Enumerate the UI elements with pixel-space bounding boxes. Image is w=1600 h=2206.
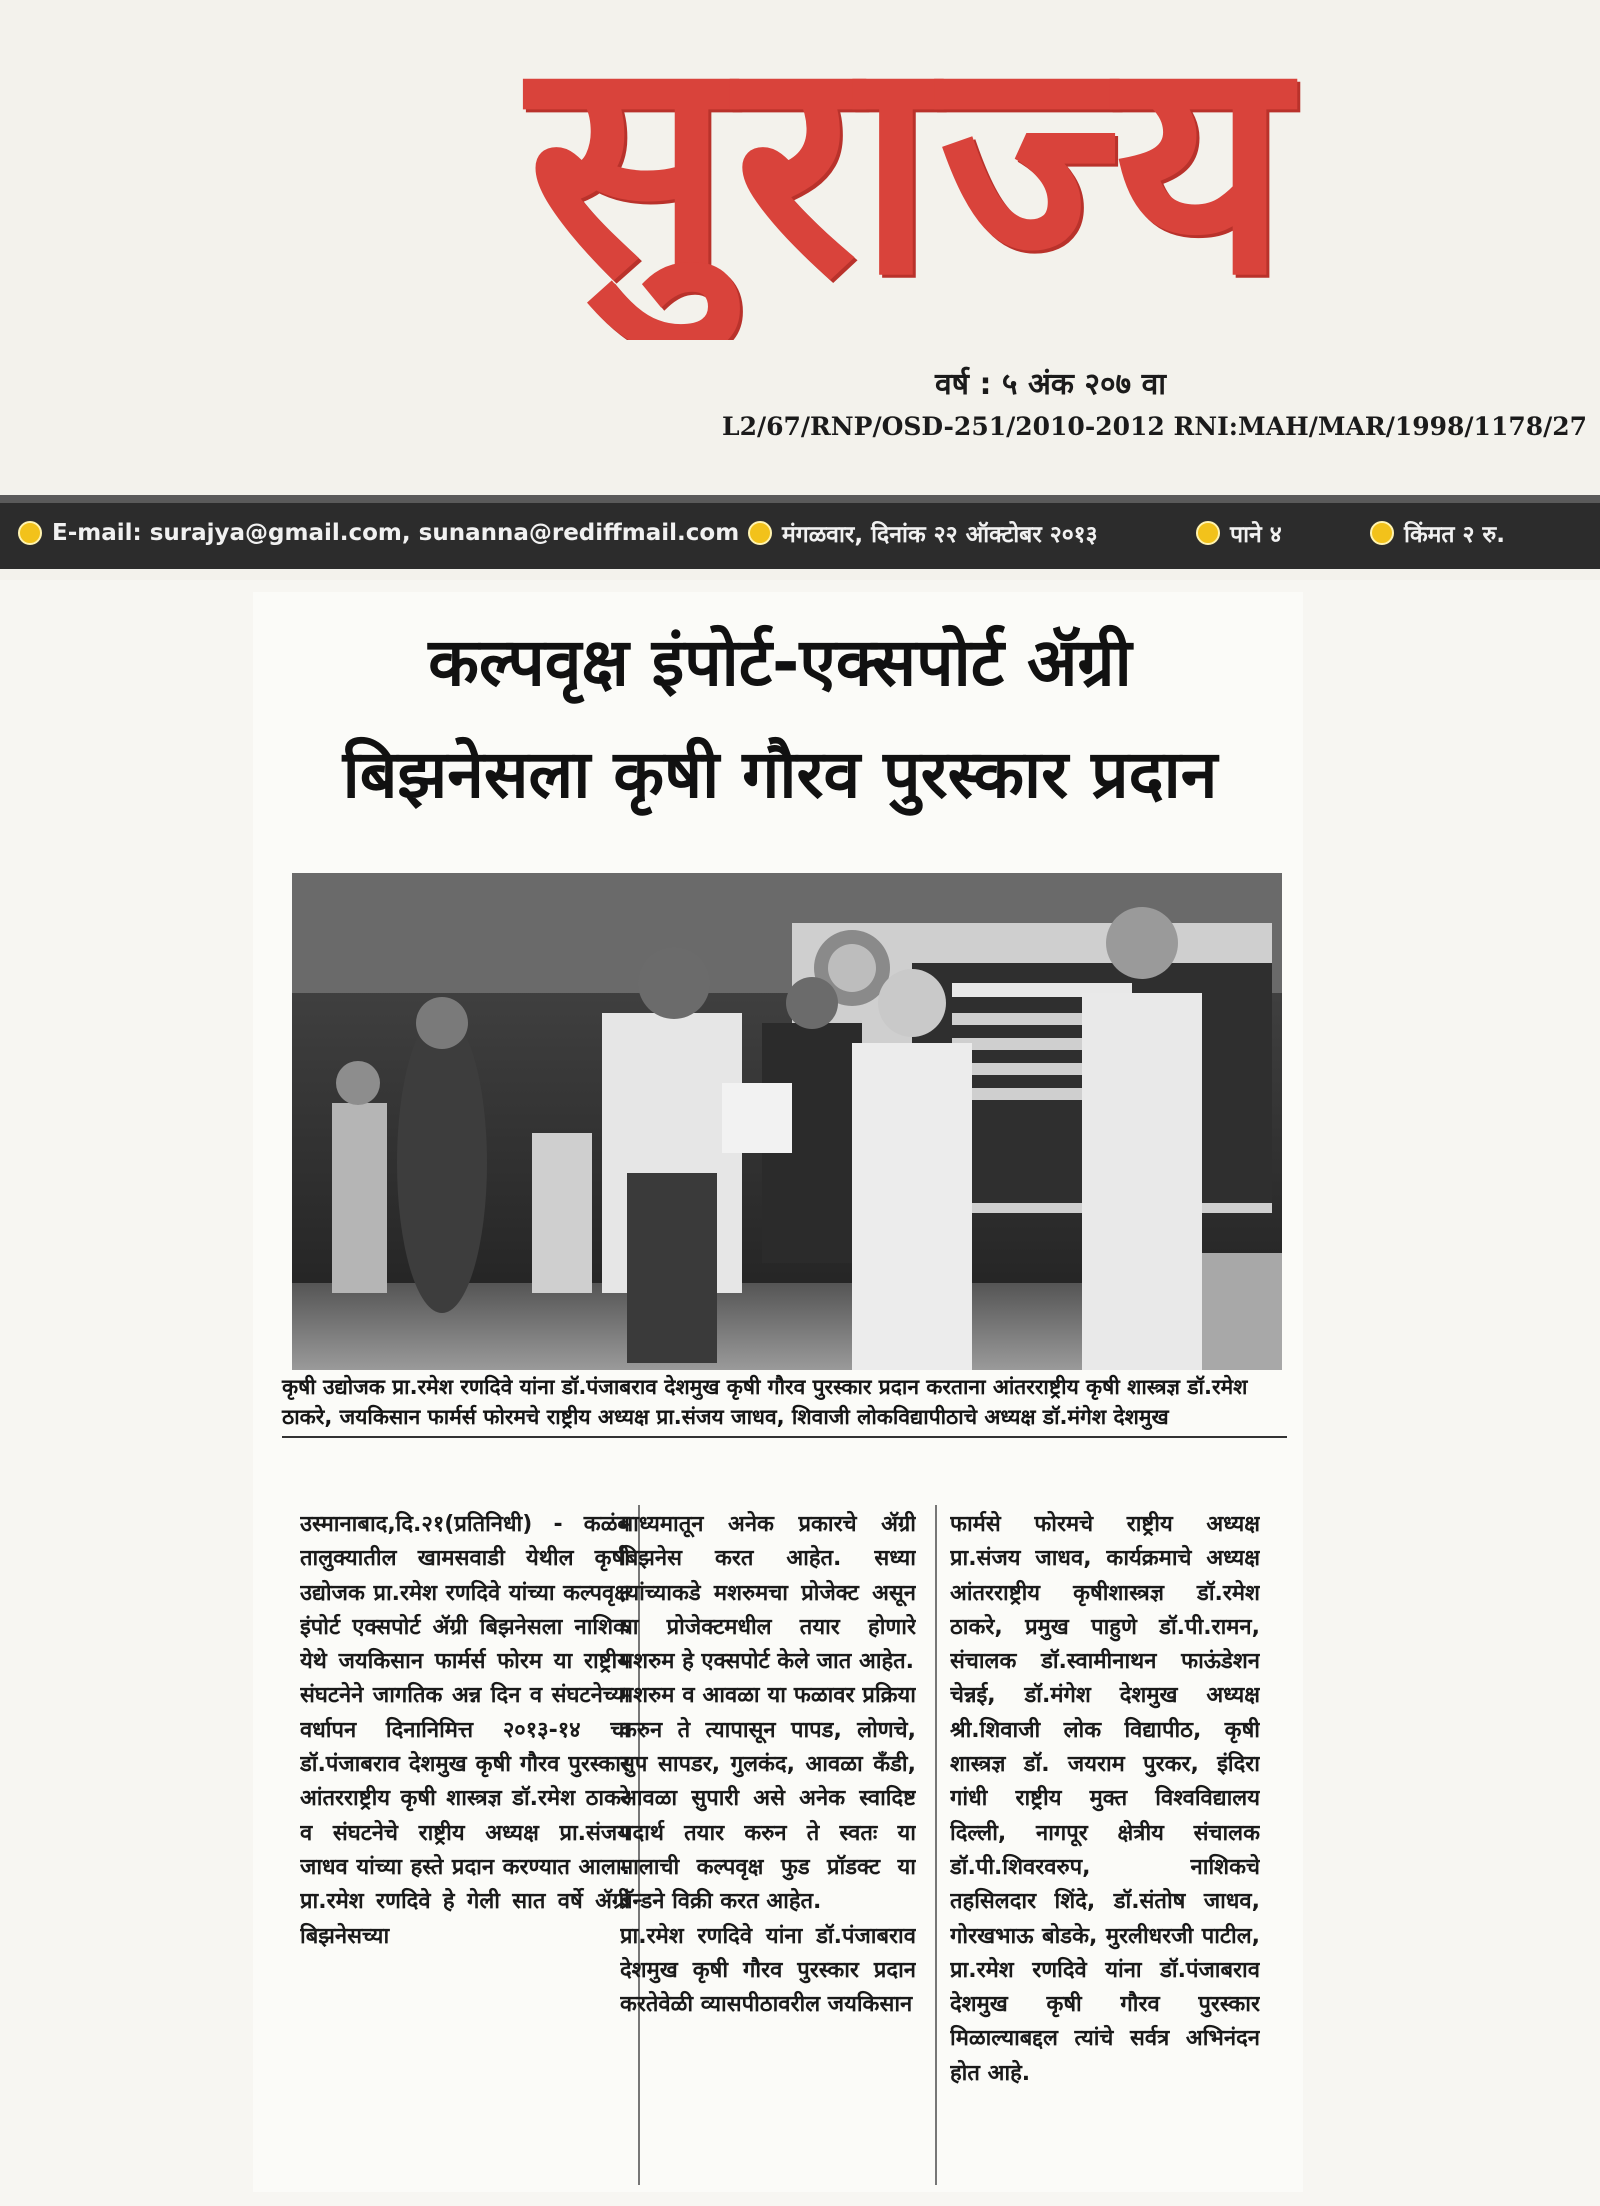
date-item <box>748 515 1098 551</box>
article-column-2 <box>620 1508 916 2188</box>
pages-item <box>1196 515 1282 551</box>
newspaper-title: सुराज्य <box>527 0 1293 340</box>
award-photo <box>292 873 1282 1370</box>
column-3-text: फार्मसे फोरमचे राष्ट्रीय अध्यक्ष प्रा.संजय जाधव, कार्यक्रमाचे अध्यक्ष आंतरराष्ट्रीय कृषीशास्त्रज्ञ डॉ.रमेश ठाकरे, प्रमुख पाहुणे डॉ.पी.रामन, संचालक डॉ.स्वामीनाथन फाऊंडेशन चेन्नई, डॉ.मंगेश देशमुख अध्यक्ष श्री.शिवाजी लोक विद्यापीठ, कृषी शास्त्रज्ञ डॉ. जयराम पुरकर, इंदिरा गांधी राष्ट्रीय मुक्त विश्‍वविद्यालय दिल्ली, नागपूर क्षेत्रीय संचालक डॉ.पी.शिवरवरुप, नाशिकचे तहसिलदार शिंदे, डॉ.संतोष जाधव, गोरखभाऊ बोडके, मुरलीधरजी पाटील, प्रा.रमेश रणदिवे यांना डॉ.पंजाबराव देशमुख कृषी गौरव पुरस्कार मिळाल्याबद्दल त्यांचे सर्वत्र अभिनंदन होत आहे. <box>950 1512 1260 2086</box>
bullet-icon <box>1196 521 1220 545</box>
bullet-icon <box>18 521 42 545</box>
info-bar <box>0 495 1600 569</box>
info-bar-top-line <box>0 495 1600 503</box>
photo-caption: कृषी उद्योजक प्रा.रमेश रणदिवे यांना डॉ.पंजाबराव देशमुख कृषी गौरव पुरस्कार प्रदान करताना आंतरराष्ट्रीय कृषी शास्त्रज्ञ डॉ.रमेश ठाकरे, जयकिसान फार्मर्स फोरमचे राष्ट्रीय अध्यक्ष प्रा.संजय जाधव, शिवाजी लोकविद्यापीठाचे अध्यक्ष डॉ.मंगेश देशमुख <box>282 1372 1287 1438</box>
email-item <box>18 515 739 551</box>
registration-number: L2/67/RNP/OSD-251/2010-2012 RNI:MAH/MAR/1998/1178/27 <box>722 412 1588 441</box>
column-1-text: उस्मानाबाद,दि.२१(प्रतिनिधी) - कळंब तालुक्यातील खामसवाडी येथील कृषी उद्योजक प्रा.रमेश रणदिवे यांच्या कल्पवृक्ष इंपोर्ट एक्सपोर्ट ॲग्री बिझनेसला नाशिक येथे जयकिसान फार्मर्स फोरम या राष्ट्रीय संघटनेने जागतिक अन्न दिन व संघटनेच्या वर्धापन दिनानिमित्त २०१३-१४ चा डॉ.पंजाबराव देशमुख कृषी गौरव पुरस्कार आंतरराष्ट्रीय कृषी शास्त्रज्ञ डॉ.रमेश ठाकरे व संघटनेचे राष्ट्रीय अध्यक्ष प्रा.संजय जाधव यांच्या हस्ते प्रदान करण्यात आला. प्रा.रमेश रणदिवे हे गेली सात वर्षे ॲग्री बिझनेसच्या <box>300 1512 630 1949</box>
column-divider <box>935 1505 937 2185</box>
masthead <box>0 0 1600 580</box>
column-2-paragraph-3: प्रा.रमेश रणदिवे यांना डॉ.पंजाबराव देशमुख कृषी गौरव पुरस्कार प्रदान करतेवेळी व्यासपीठावरील जयकिसान <box>620 1923 916 2018</box>
bullet-icon <box>1370 521 1394 545</box>
article-headline-line-2: बिझनेसला कृषी गौरव पुरस्कार प्रदान <box>342 736 1218 813</box>
article-headline-line-1: कल्पवृक्ष इंपोर्ट-एक्सपोर्ट ॲग्री <box>428 624 1132 701</box>
column-2-paragraph-1: माध्यमातून अनेक प्रकारचे ॲग्री बिझनेस करत आहेत. सध्या त्यांच्याकडे मशरुमचा प्रोजेक्ट असून या प्रोजेक्टमधील तयार होणारे मशरुम हे एक्सपोर्ट केले जात आहेत. <box>620 1512 916 1675</box>
bullet-icon <box>748 521 772 545</box>
issue-number: वर्ष : ५ अंक २०७ वा <box>935 367 1167 402</box>
price-text: किंमत २ रु. <box>1404 522 1505 548</box>
award-ceremony-image <box>292 873 1282 1370</box>
pages-text: पाने ४ <box>1230 522 1282 548</box>
article-column-1 <box>300 1508 630 2188</box>
email-text: E-mail: surajya@gmail.com, sunanna@rediffmail.com <box>52 520 740 546</box>
price-item <box>1370 515 1505 551</box>
column-2-paragraph-2: मशरुम व आवळा या फळावर प्रक्रिया करुन ते त्यापासून पापड, लोणचे, सुप सापडर, गुलकंद, आवळा कँडी, आवळा सुपारी असे अनेक स्वादिष्ट पदार्थ तयार करुन ते स्वतः या मालाची कल्पवृक्ष फुड प्रॉडक्ट या ब्रॅन्डने विक्री करत आहेत. <box>620 1683 916 1915</box>
article-column-3 <box>950 1508 1260 2188</box>
date-text: मंगळवार, दिनांक २२ ऑक्टोबर २०१३ <box>782 522 1098 548</box>
